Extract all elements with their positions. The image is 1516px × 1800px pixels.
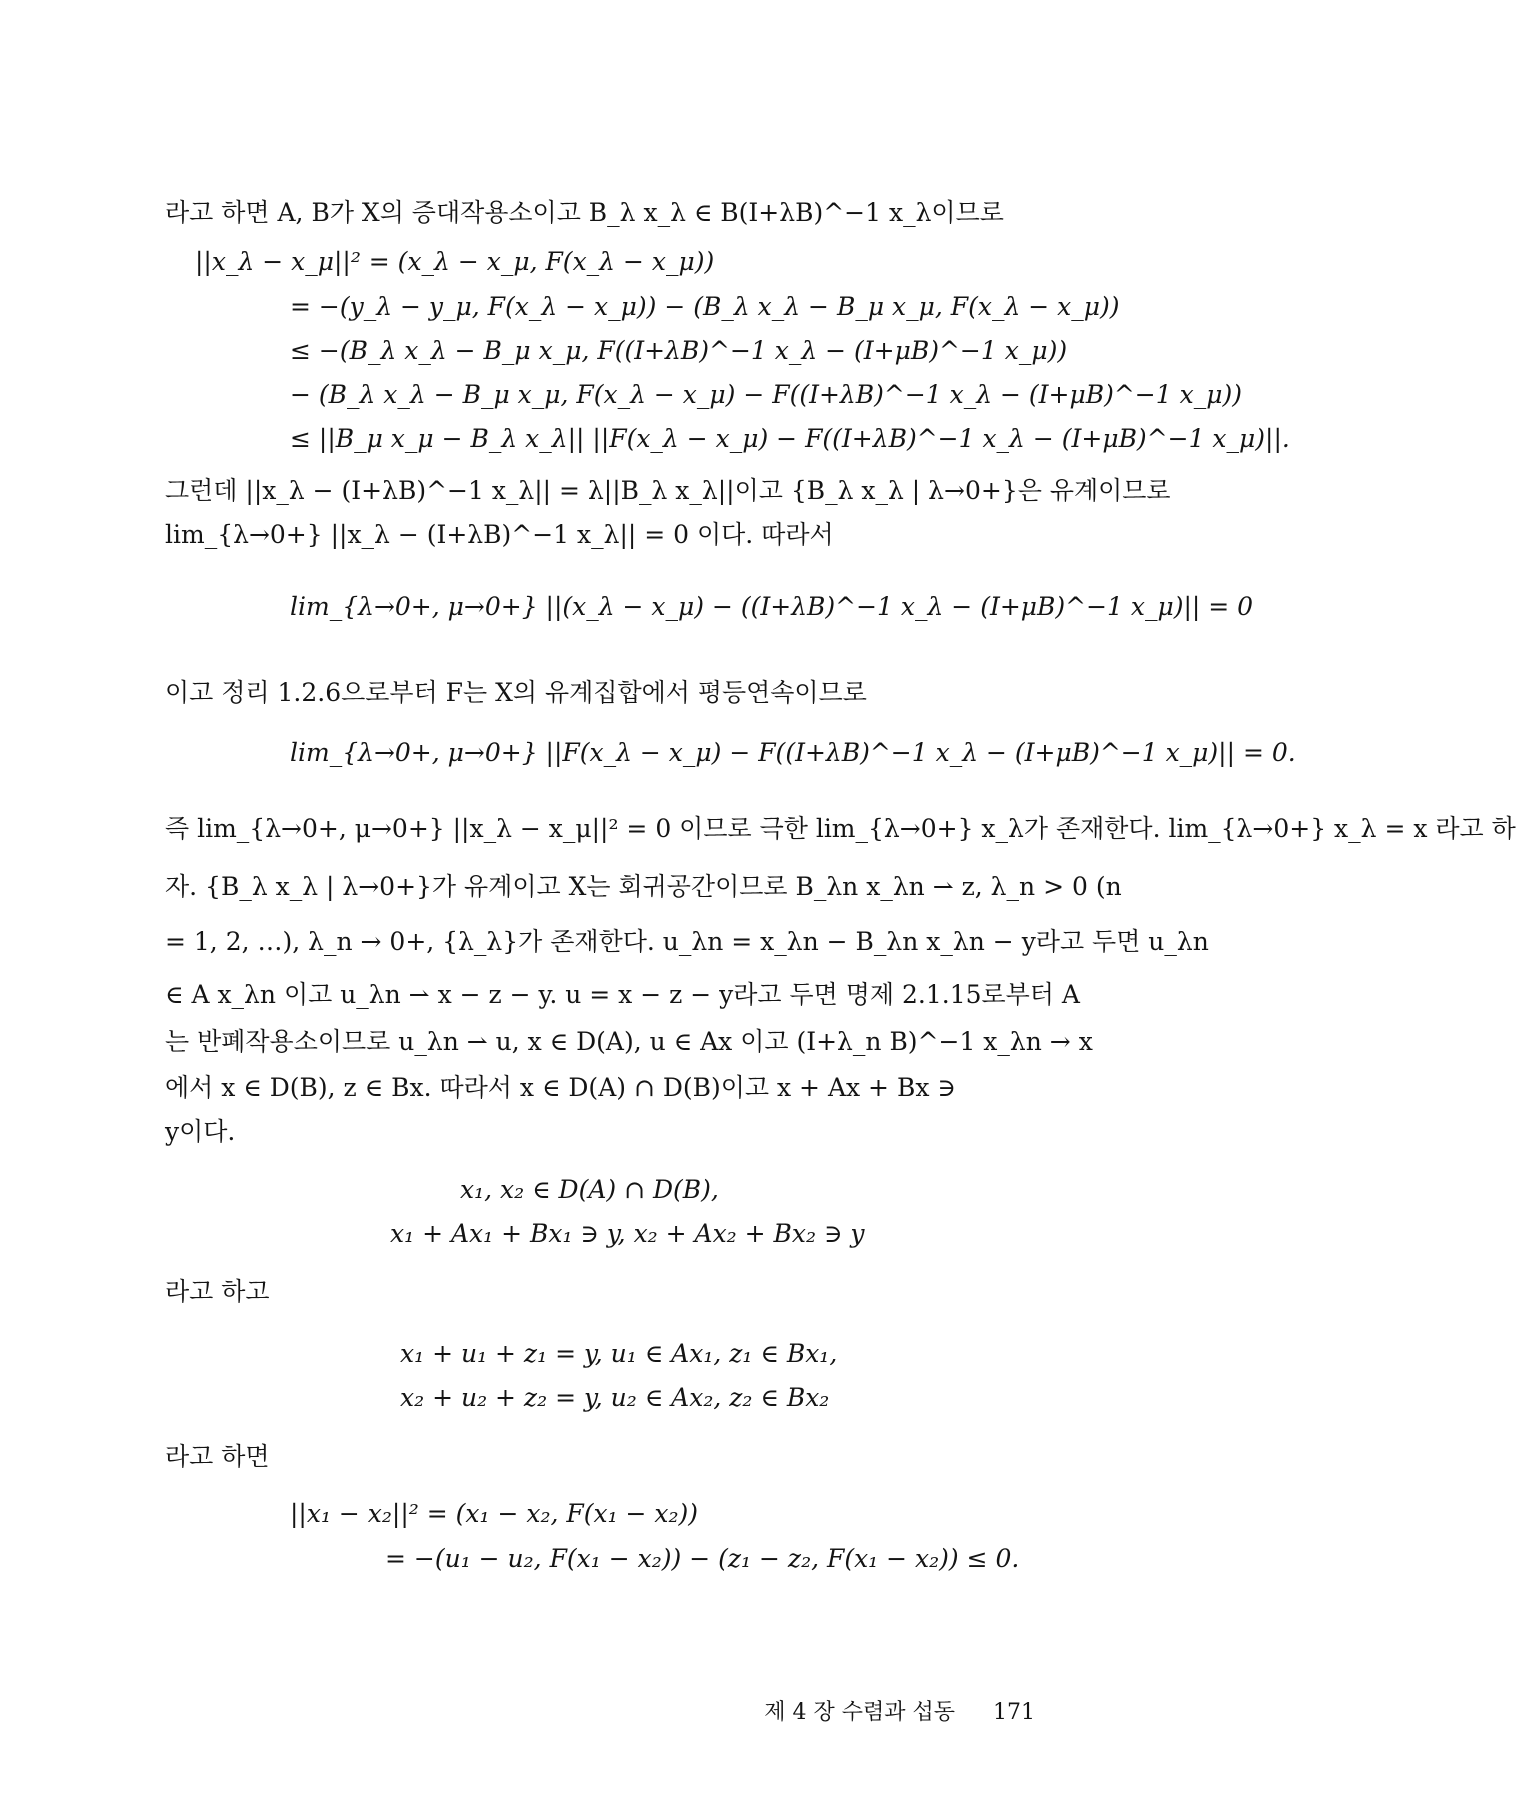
equation-line: = −(u₁ − u₂, F(x₁ − x₂)) − (z₁ − z₂, F(x₁ − x₂)) ≤ 0. bbox=[385, 1544, 1020, 1573]
text-line: 즉 lim_{λ→0+, μ→0+} ||x_λ − x_μ||² = 0 이므로 극한 lim_{λ→0+} x_λ가 존재한다. lim_{λ→0+} x_λ = x 라고 하 bbox=[165, 814, 1516, 843]
text-line: = 1, 2, …), λ_n → 0+, {λ_λ}가 존재한다. u_λn = x_λn − B_λn x_λn − y라고 두면 u_λn bbox=[165, 927, 1209, 956]
text-line: 자. {B_λ x_λ | λ→0+}가 유계이고 X는 회귀공간이므로 B_λn x_λn ⇀ z, λ_n > 0 (n bbox=[165, 872, 1122, 901]
equation-line: lim_{λ→0+, μ→0+} ||F(x_λ − x_μ) − F((I+λB)^−1 x_λ − (I+μB)^−1 x_μ)|| = 0. bbox=[290, 738, 1296, 767]
equation-line: ≤ −(B_λ x_λ − B_μ x_μ, F((I+λB)^−1 x_λ − (I+μB)^−1 x_μ)) bbox=[290, 336, 1068, 365]
text-line: y이다. bbox=[165, 1117, 236, 1146]
equation-line: x₁, x₂ ∈ D(A) ∩ D(B), bbox=[460, 1175, 719, 1204]
equation-line: = −(y_λ − y_μ, F(x_λ − x_μ)) − (B_λ x_λ − B_μ x_μ, F(x_λ − x_μ)) bbox=[290, 292, 1120, 321]
text-line: 에서 x ∈ D(B), z ∈ Bx. 따라서 x ∈ D(A) ∩ D(B)이고 x + Ax + Bx ∋ bbox=[165, 1073, 956, 1102]
equation-line: − (B_λ x_λ − B_μ x_μ, F(x_λ − x_μ) − F((I+λB)^−1 x_λ − (I+μB)^−1 x_μ)) bbox=[290, 380, 1242, 409]
equation-line: lim_{λ→0+, μ→0+} ||(x_λ − x_μ) − ((I+λB)^−1 x_λ − (I+μB)^−1 x_μ)|| = 0 bbox=[290, 592, 1254, 621]
text-line: 그런데 ||x_λ − (I+λB)^−1 x_λ|| = λ||B_λ x_λ||이고 {B_λ x_λ | λ→0+}은 유계이므로 bbox=[165, 476, 1171, 505]
chapter-title: 제 4 장 수렴과 섭동 bbox=[764, 1700, 955, 1725]
text-line: 라고 하면 bbox=[165, 1442, 270, 1471]
text-line: 이고 정리 1.2.6으로부터 F는 X의 유계집합에서 평등연속이므로 bbox=[165, 678, 867, 707]
text-line: 는 반폐작용소이므로 u_λn ⇀ u, x ∈ D(A), u ∈ Ax 이고 (I+λ_n B)^−1 x_λn → x bbox=[165, 1027, 1093, 1056]
text-line: ∈ A x_λn 이고 u_λn ⇀ x − z − y. u = x − z − y라고 두면 명제 2.1.15로부터 A bbox=[165, 980, 1080, 1009]
text-line: 라고 하고 bbox=[165, 1277, 270, 1306]
page-number: 171 bbox=[993, 1700, 1035, 1725]
text-line: 라고 하면 A, B가 X의 증대작용소이고 B_λ x_λ ∈ B(I+λB)^−1 x_λ이므로 bbox=[165, 198, 1004, 227]
page-footer bbox=[735, 1698, 1035, 1728]
equation-line: ||x₁ − x₂||² = (x₁ − x₂, F(x₁ − x₂)) bbox=[290, 1499, 699, 1528]
equation-line: x₁ + u₁ + z₁ = y, u₁ ∈ Ax₁, z₁ ∈ Bx₁, bbox=[400, 1339, 838, 1368]
equation-line: x₂ + u₂ + z₂ = y, u₂ ∈ Ax₂, z₂ ∈ Bx₂ bbox=[400, 1383, 830, 1412]
equation-line: x₁ + Ax₁ + Bx₁ ∋ y, x₂ + Ax₂ + Bx₂ ∋ y bbox=[390, 1219, 865, 1248]
text-line: lim_{λ→0+} ||x_λ − (I+λB)^−1 x_λ|| = 0 이다. 따라서 bbox=[165, 520, 834, 549]
equation-line: ≤ ||B_μ x_μ − B_λ x_λ|| ||F(x_λ − x_μ) − F((I+λB)^−1 x_λ − (I+μB)^−1 x_μ)||. bbox=[290, 424, 1290, 453]
equation-line: ||x_λ − x_μ||² = (x_λ − x_μ, F(x_λ − x_μ)) bbox=[195, 247, 715, 276]
